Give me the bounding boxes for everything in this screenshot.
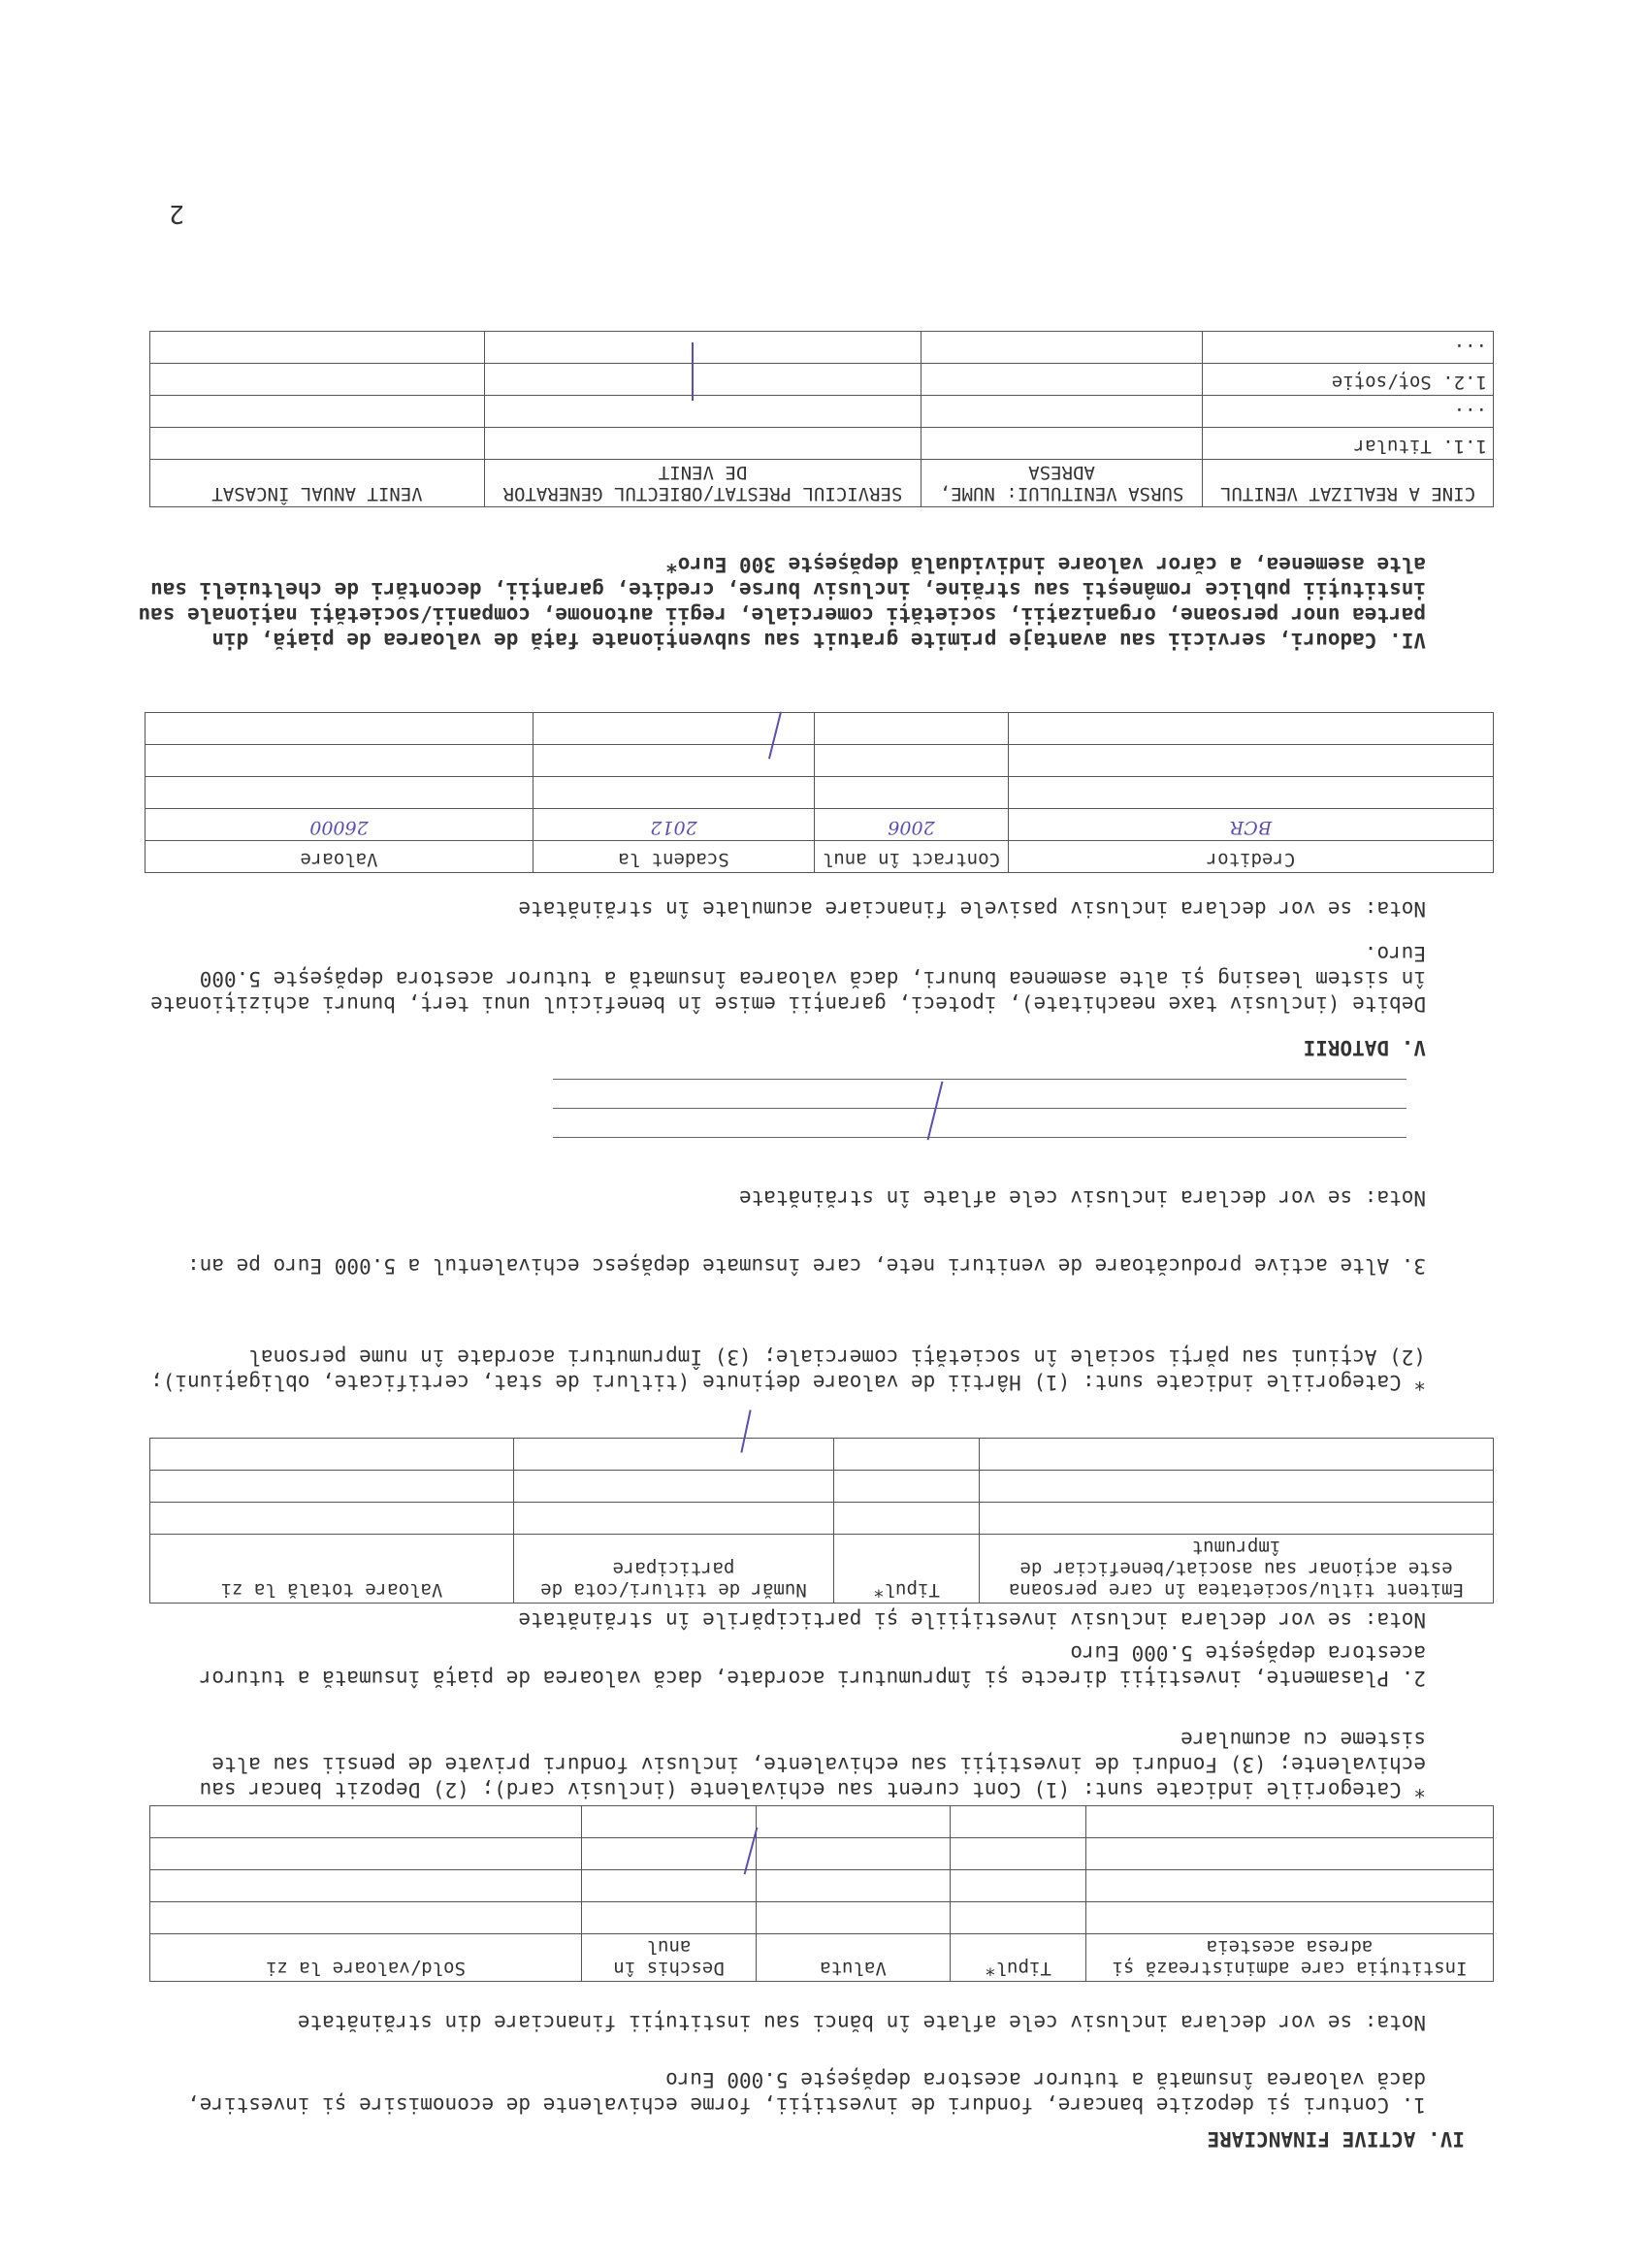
- section-4-item-3-note: Nota: se vor declara inclusiv cele aflate în străinătate: [738, 1186, 1426, 1210]
- gifts-table: [149, 331, 1494, 507]
- row-label: ...: [1203, 332, 1494, 364]
- table-row: [146, 713, 1494, 745]
- column-header: Valoare totală la zi: [150, 1535, 514, 1604]
- pen-strike-mark: [927, 1082, 944, 1141]
- blank-line: [553, 1079, 1406, 1080]
- column-header: Valoare: [146, 841, 534, 873]
- table-row: [150, 1806, 1494, 1838]
- column-header: CINE A REALIZAT VENITUL: [1203, 460, 1494, 507]
- section-4-item-3-text: 3. Alte active producătoare de venituri nete, care însumate depășesc echivalentul a 5.000 Euro pe an:: [187, 1254, 1426, 1278]
- investments-table: [149, 1438, 1494, 1604]
- pen-strike-mark: [692, 342, 694, 401]
- column-header: SERVICIUL PRESTAT/OBIECTUL GENERATOR DE VENIT: [485, 460, 922, 507]
- table-row: [150, 396, 1494, 428]
- section-4-item-2-footnote: * Categoriile indicate sunt: (1) Hârtii de valoare deținute (titluri de stat, certificate, obligațiuni); (2) Acțiuni sau părți sociale în societăți comerciale; (3) Împrumuturi acordate în nume personal: [150, 1345, 1426, 1394]
- column-header: Sold/valoare la zi: [150, 1934, 582, 1982]
- page-number: 2: [169, 199, 184, 228]
- blank-line: [553, 1108, 1406, 1109]
- table-row: [146, 745, 1494, 777]
- debts-table: [145, 712, 1494, 873]
- contract-year-cell: 2006: [815, 809, 1009, 841]
- section-4-item-1-footnote: * Categoriile indicate sunt: (1) Cont curent sau echivalente (inclusiv card); (2) Depozit bancar sau echivalente; (3) Fonduri de investiții sau echivalente, inclusiv fonduri private de pensii sau alte sisteme cu acumulare: [199, 1728, 1426, 1801]
- table-row: [150, 1838, 1494, 1870]
- column-header: Instituția care administrează și adresa acesteia: [1086, 1934, 1494, 1982]
- column-header: VENIT ANUAL ÎNCASAT: [150, 460, 485, 507]
- table-row: [150, 1902, 1494, 1934]
- section-5-note: Nota: se vor declara inclusiv pasivele financiare acumulate în străinătate: [518, 897, 1426, 921]
- table-header-row: [150, 460, 1494, 507]
- column-header: SURSA VENITULUI: NUME, ADRESA: [922, 460, 1203, 507]
- section-4-item-2-text: 2. Plasamente, investiții directe și împrumuturi acordate, dacă valoarea de piață însumată a tuturor acestora depășește 5.000 Euro: [199, 1641, 1426, 1690]
- section-5-title: V. DATORII: [1303, 1036, 1426, 1059]
- column-header: Număr de titluri/cota de participare: [514, 1535, 834, 1604]
- table-row: [146, 777, 1494, 809]
- blank-line: [553, 1137, 1406, 1138]
- row-label: 1.1. Titular: [1203, 428, 1494, 460]
- due-date-cell: 2012: [534, 809, 815, 841]
- section-5-text: Debite (inclusiv taxe neachitate), ipoteci, garanții emise în beneficiul unui terț, bunuri achiziționate în sistem leasing și alte asemenea bunuri, dacă valoarea însumată a tuturor acestora depășește 5.000 Euro.: [150, 942, 1426, 1016]
- table-header-row: [150, 1934, 1494, 1982]
- table-row: [150, 1439, 1494, 1471]
- value-cell: 26000: [146, 809, 534, 841]
- section-4-item-1-note: Nota: se vor declara inclusiv cele aflate în bănci sau instituții financiare din străinătate: [297, 2011, 1426, 2034]
- column-header: Tipul*: [951, 1934, 1086, 1982]
- table-row: [150, 364, 1494, 396]
- table-row: [150, 428, 1494, 460]
- column-header: Tipul*: [834, 1535, 980, 1604]
- section-4-item-2-note: Nota: se vor declara inclusiv investițiile și participările în străinătate: [518, 1608, 1426, 1632]
- table-header-row: [150, 1535, 1494, 1604]
- section-4-item-1-text: 1. Conturi și depozite bancare, fonduri de investiții, forme echivalente de economisire și investire, dacă valoarea însumată a tuturor acestora depășește 5.000 Euro: [187, 2068, 1426, 2117]
- column-header: Creditor: [1009, 841, 1494, 873]
- column-header: Valuta: [757, 1934, 951, 1982]
- creditor-cell: BCR: [1009, 809, 1494, 841]
- column-header: Contract în anul: [815, 841, 1009, 873]
- row-label: 1.2. Soț/soție: [1203, 364, 1494, 396]
- table-row: [150, 1870, 1494, 1902]
- row-label: ...: [1203, 396, 1494, 428]
- table-row: [150, 1471, 1494, 1503]
- bank-accounts-table: [149, 1805, 1494, 1982]
- table-row: [146, 809, 1494, 841]
- table-header-row: [146, 841, 1494, 873]
- section-4-title: IV. ACTIVE FINANCIARE: [1207, 2127, 1465, 2151]
- table-row: [150, 1503, 1494, 1535]
- column-header: Scadent la: [534, 841, 815, 873]
- section-6-title: VI. Cadouri, servicii sau avantaje primite gratuit sau subvenționate față de valoarea de piață, din partea unor persoane, organizații, societăți comerciale, regii autonome, companii/societăți naționale sau instituții publice românești sau străine, inclusiv burse, credite, garanții, decontări de cheltuieli sau alte asemenea, a căror valoare individuală depășește 300 Euro*: [138, 553, 1426, 652]
- table-row: [150, 332, 1494, 364]
- column-header: Emitent titlu/societatea în care persoana este acționar sau asociat/beneficiar de împrumut: [980, 1535, 1494, 1604]
- column-header: Deschis în anul: [582, 1934, 757, 1982]
